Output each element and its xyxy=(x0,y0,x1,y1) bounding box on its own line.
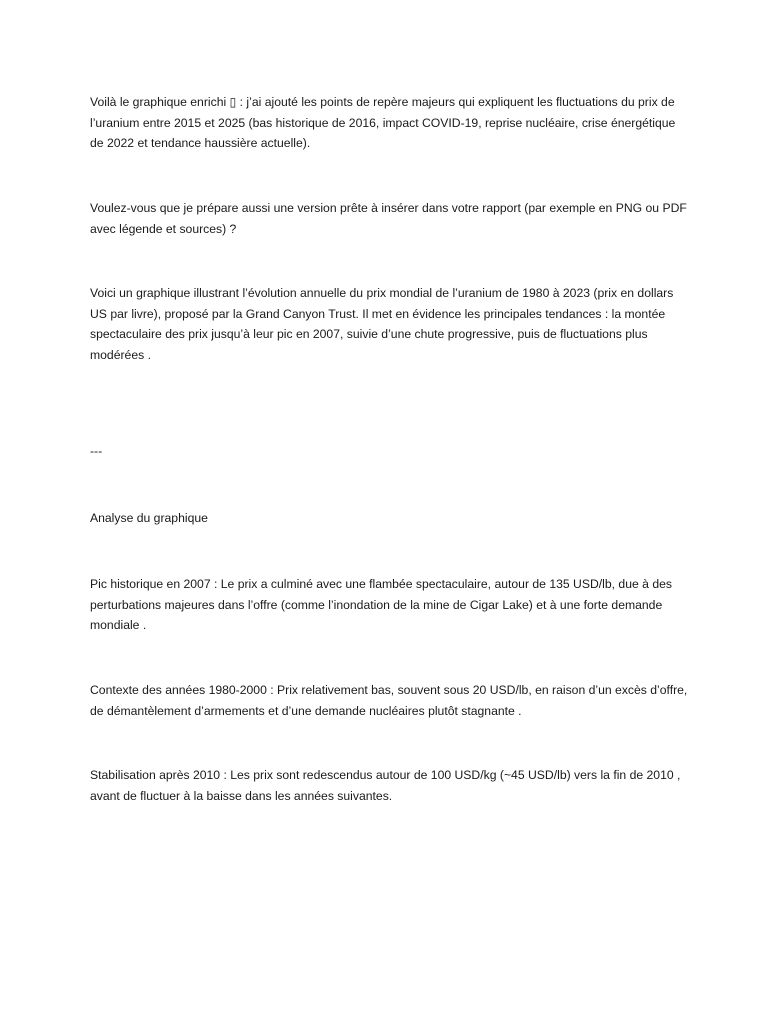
analysis-heading: Analyse du graphique xyxy=(90,511,208,525)
stabilisation-2010-paragraph: Stabilisation après 2010 : Les prix sont redescendus autour de 100 USD/kg (~45 USD/lb) vers la fin de 2010 , avant de fluctuer à la baisse dans les années suivantes. xyxy=(90,768,681,803)
context-1980-2000-paragraph: Contexte des années 1980-2000 : Prix relativement bas, souvent sous 20 USD/lb, en raison d’un excès d’offre, de démantèlement d’armements et d’une demande nucléaires plutôt stagnante . xyxy=(90,683,688,718)
peak-2007-paragraph: Pic historique en 2007 : Le prix a culminé avec une flambée spectaculaire, autour de 135 USD/lb, due à des perturbations majeures dans l’offre (comme l’inondation de la mine de Cigar Lake) et à une forte demande mondiale . xyxy=(90,577,672,632)
intro-paragraph: Voilà le graphique enrichi ▯ : j’ai ajouté les points de repère majeurs qui expliquent les fluctuations du prix de l’uranium entre 2015 et 2025 (bas historique de 2016, impact COVID-19, reprise nucléaire, crise énergétique de 2022 et tendance haussière actuelle). xyxy=(90,95,676,150)
section-separator: --- xyxy=(90,444,103,458)
chart-description-paragraph: Voici un graphique illustrant l’évolution annuelle du prix mondial de l’uranium de 1980 à 2023 (prix en dollars US par livre), proposé par la Grand Canyon Trust. Il met en évidence les principales tendances : la montée spectaculaire des prix jusqu’à leur pic en 2007, suivie d’une chute progressive, puis de fluctuations plus modérées . xyxy=(90,286,674,362)
offer-paragraph: Voulez-vous que je prépare aussi une version prête à insérer dans votre rapport (par exemple en PNG ou PDF avec légende et sources) ? xyxy=(90,201,687,236)
